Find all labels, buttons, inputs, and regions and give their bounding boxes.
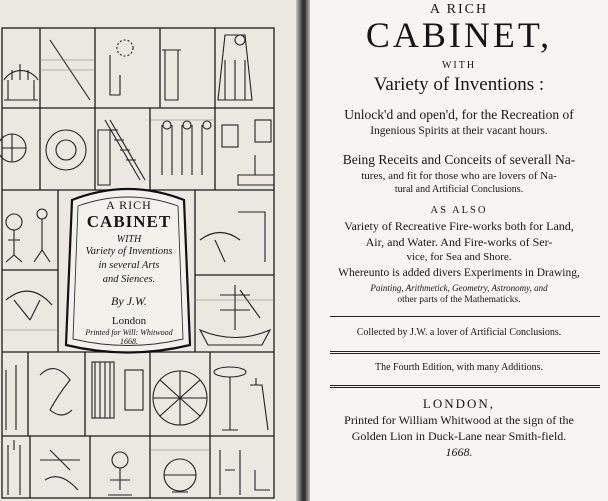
frontispiece-page [0, 0, 300, 501]
frontispiece-line-1: A RICH [106, 198, 152, 212]
imprint-line-1: Printed for William Whitwood at the sign of the [344, 413, 574, 427]
imprint-year: 1668. [445, 445, 473, 459]
title-line-cabinet: CABINET, [365, 15, 553, 55]
paragraph-4-line-1: Whereunto is added divers Experiments in Drawing, [338, 267, 580, 279]
title-page [310, 0, 608, 501]
title-line-with: WITH [441, 60, 477, 71]
edition-line: The Fourth Edition, with many Additions. [374, 362, 544, 373]
paragraph-2-line-1: Being Receits and Conceits of severall Na- [342, 152, 576, 167]
paragraph-1-line-2: Ingenious Spirits at their vacant hours. [370, 125, 548, 137]
title-line-variety: Variety of Inventions : [373, 74, 545, 95]
paragraph-4-line-2: Painting, Arithmetick, Geometry, Astronomy, and [370, 283, 548, 293]
frontispiece-line-9: Printed for Will: Whitwood [85, 328, 173, 337]
paragraph-3-line-3: vice, for Sea and Shore. [406, 251, 512, 263]
frontispiece-line-3: WITH [116, 234, 142, 245]
rule-2 [330, 351, 600, 354]
frontispiece-line-5: in several Arts [98, 260, 160, 271]
frontispiece-line-4: Variety of Inventions [85, 246, 173, 257]
paragraph-2-line-3: tural and Artificial Conclusions. [394, 184, 524, 195]
rule-3 [330, 385, 600, 388]
paragraph-1-line-1: Unlock'd and open'd, for the Recreation of [344, 107, 574, 122]
collected-by-line: Collected by J.W. a lover of Artificial Conclusions. [356, 327, 562, 338]
frontispiece-line-2: CABINET [86, 212, 172, 231]
book-gutter [296, 0, 310, 501]
paragraph-2-line-2: tures, and fit for those who are lovers of Na- [361, 170, 557, 182]
frontispiece-line-6: and Siences. [102, 274, 156, 285]
as-also-heading: AS ALSO [430, 205, 488, 216]
paragraph-3-line-2: Air, and Water. And Fire-works of Ser- [365, 235, 553, 249]
imprint-city: LONDON, [422, 396, 496, 411]
rule-1 [330, 316, 600, 317]
frontispiece-line-10: 1668. [120, 337, 138, 346]
title-line-a-rich: A RICH [429, 2, 489, 17]
frontispiece-line-8: London [111, 315, 147, 327]
paragraph-3-line-1: Variety of Recreative Fire-works both for Land, [344, 219, 574, 233]
paragraph-4-line-3: other parts of the Mathematicks. [397, 295, 521, 305]
imprint-line-2: Golden Lion in Duck-Lane near Smith-field. [351, 429, 567, 443]
frontispiece-line-7: By J.W. [111, 294, 147, 308]
